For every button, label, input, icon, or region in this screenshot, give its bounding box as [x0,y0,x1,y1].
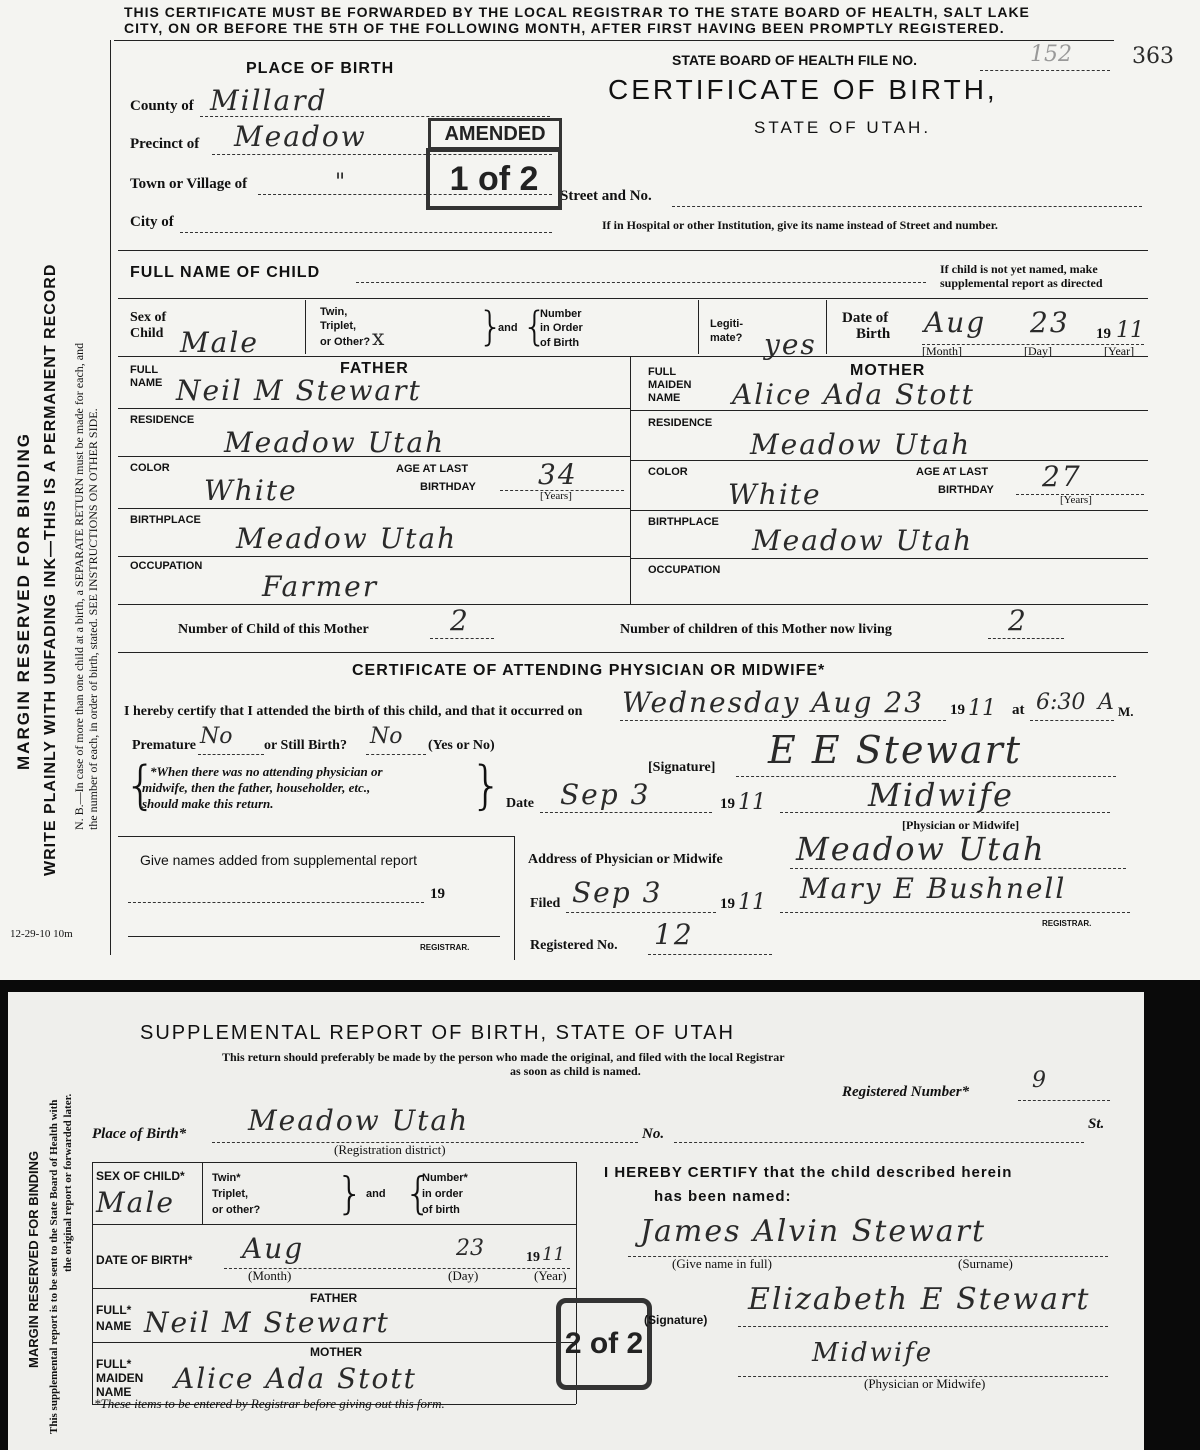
father-heading: FATHER [340,360,409,377]
supp-dob-year-prefix: 19 [526,1250,540,1265]
certify-text: I hereby certify that I attended the birth of this child, and that it occurred on [124,704,583,719]
supp-rule-father [92,1288,576,1289]
county-label: County of [130,98,194,114]
supp-mother-heading: MOTHER [310,1345,362,1359]
mother-color-label: COLOR [648,466,688,478]
address-line [790,868,1126,869]
supp-table-left [92,1162,93,1404]
supp-midwife-value: Midwife [812,1338,934,1368]
number-order-1: Number [540,308,582,320]
top-notice-line-2: CITY, ON OR BEFORE THE 5TH OF THE FOLLOWING MONTH, AFTER FIRST HAVING BEEN PROMPTLY REGISTERED. [124,20,1005,36]
filed-year-prefix: 19 [720,896,735,912]
number-order-3: of Birth [540,337,580,349]
filed-label: Filed [530,896,561,911]
supp-signature-value: Elizabeth E Stewart [748,1282,1091,1317]
premature-value: No [200,724,233,749]
premature-label: Premature [132,738,197,753]
margin-permanent-record-text: WRITE PLAINLY WITH UNFADING INK—THIS IS A PERMANENT RECORD [42,263,59,876]
physician-note-3: should make this return. [142,796,274,811]
supp-title: SUPPLEMENTAL REPORT OF BIRTH, STATE OF UTAH [140,1022,735,1044]
still-birth-line [366,754,426,755]
mother-name-label-3: NAME [648,392,681,404]
supp-sex-value: Male [96,1186,175,1219]
supp-registered-number-value: 9 [1032,1068,1046,1093]
supp-st-label: St. [1088,1116,1105,1132]
twin-value: x [372,326,385,351]
date-year-prefix: 19 [720,796,735,812]
address-label: Address of Physician or Midwife [528,852,723,867]
supp-names-line [128,902,424,903]
sex-divider [305,300,306,354]
note-brace-left: { [124,756,158,816]
supp-and-label: and [366,1188,386,1200]
signature-label: [Signature] [648,760,716,775]
children-of-mother-label: Number of Child of this Mother [178,622,369,637]
top-notice-line-1: THIS CERTIFICATE MUST BE FORWARDED BY THE LOCAL REGISTRAR TO THE STATE BOARD OF HEALTH, SALT LAKE [124,4,1030,20]
supp-number-3: of birth [422,1204,460,1216]
date-value: Sep 3 [560,778,651,811]
supp-surname-caption: (Surname) [958,1256,1013,1271]
occurred-year-suffix: 11 [968,696,996,721]
father-birthplace-value: Meadow Utah [236,522,458,555]
registrar-line-left [128,936,500,937]
supp-registered-number-line [1018,1100,1110,1101]
supp-street-line [674,1142,1084,1143]
still-birth-value: No [370,724,403,749]
month-caption: [Month] [922,344,962,358]
supp-father-heading: FATHER [310,1291,358,1305]
twin-label-1: Twin, [320,306,348,318]
supp-district-caption: (Registration district) [334,1142,446,1157]
father-name-label-2: NAME [130,377,163,389]
occurred-year-prefix: 19 [950,702,965,718]
father-residence-value: Meadow Utah [224,426,446,459]
town-label: Town or Village of [130,176,248,192]
full-name-note-1: If child is not yet named, make [940,262,1098,276]
supp-registered-number-label: Registered Number* [842,1084,970,1100]
supp-box-top [118,836,514,837]
mother-residence-value: Meadow Utah [750,428,972,461]
occurred-line [620,720,946,721]
father-rule-3 [118,508,630,509]
yes-no-caption: (Yes or No) [428,738,495,753]
supp-sex-divider [202,1162,203,1224]
physician-note-1: *When there was no attending physician or [150,764,383,779]
father-birthplace-label: BIRTHPLACE [130,514,201,526]
mother-birthplace-value: Meadow Utah [752,524,974,557]
file-no-value: 152 [1030,42,1072,67]
supp-footnote: *These items to be entered by Registrar before giving out this form. [94,1396,445,1411]
margin-note-line-2: the number of each, in order of birth, stated. SEE INSTRUCTIONS ON OTHER SIDE. [86,408,100,830]
father-rule-1 [118,408,630,409]
at-label: at [1012,702,1025,718]
father-residence-label: RESIDENCE [130,414,195,426]
time-value: 6:30 [1036,690,1086,715]
county-value: Millard [210,84,328,117]
supp-certify-line-2: has been named: [654,1188,792,1205]
supp-dob-label: DATE OF BIRTH* [96,1253,193,1267]
supp-signature-label: (Signature) [644,1313,708,1327]
legit-label-1: Legiti- [710,318,743,330]
father-years-caption: [Years] [540,490,572,502]
dob-label-2: Birth [856,326,891,342]
children-of-mother-value: 2 [450,604,470,637]
father-occupation-value: Farmer [262,570,379,603]
dob-divider [826,300,827,354]
father-occupation-label: OCCUPATION [130,560,203,572]
registered-no-line [648,954,772,955]
father-name-label-1: FULL [130,364,159,376]
mother-years-caption: [Years] [1060,494,1092,506]
supp-margin-note-1: This supplemental report is to be sent to the State Board of Health with [48,1099,60,1434]
supp-brace-left: } [336,1168,364,1219]
precinct-value: Meadow [234,120,367,153]
registrar-caption-right: REGISTRAR. [1042,919,1092,928]
section-rule-physician [118,652,1148,653]
supp-instruction-1: This return should preferably be made by the person who made the original, and filed with the local Registrar [222,1050,785,1064]
supplemental-year: 19 [430,886,445,902]
time-am-pm: A [1098,690,1114,715]
supp-twin-3: or other? [212,1204,261,1216]
date-label: Date [506,796,534,811]
supp-rule-dob [92,1224,576,1225]
stamp-2-of-2: 2 of 2 [556,1298,652,1390]
city-line [180,232,552,233]
children-living-line [988,638,1064,639]
supp-margin-note-2: the original report or forwarded later. [62,1093,74,1272]
supp-rule-mother [92,1342,576,1343]
sex-label-2: Child [130,326,164,341]
supp-twin-2: Triplet, [212,1188,249,1200]
date-year-suffix: 11 [738,790,766,815]
file-no-label: STATE BOARD OF HEALTH FILE NO. [672,52,917,68]
full-name-label: FULL NAME OF CHILD [130,264,321,281]
twin-label-3: or Other? [320,336,371,348]
father-rule-4 [118,556,630,557]
and-label: and [498,322,518,334]
form-code: 12-29-10 10m [10,928,73,940]
hospital-note: If in Hospital or other Institution, give its name instead of Street and number. [602,218,998,232]
margin-note-line-1: N. B.—In case of more than one child at a birth, a SEPARATE RETURN must be made for each, and [72,342,86,830]
supplemental-names-label: Give names added from supplemental report [140,852,418,868]
still-birth-label: or Still Birth? [264,738,347,753]
supp-dob-month: Aug [242,1232,305,1265]
section-rule-name [118,250,1148,251]
registrar-caption-left: REGISTRAR. [420,943,470,952]
stamp-1-of-2: 1 of 2 [426,148,562,210]
supp-give-name-caption: (Give name in full) [672,1256,772,1271]
mother-name-label-1: FULL [648,366,677,378]
street-line [672,206,1142,207]
supp-place-value: Meadow Utah [248,1104,470,1137]
registered-no-label: Registered No. [530,938,618,953]
registered-no-value: 12 [654,918,694,951]
father-age-label-2: BIRTHDAY [420,481,476,493]
mother-rule-4 [630,558,1148,559]
mother-occupation-label: OCCUPATION [648,564,721,576]
supp-margin-text: MARGIN RESERVED FOR BINDING [26,1150,41,1368]
dob-day: 23 [1030,306,1070,339]
mother-age-value: 27 [1042,460,1082,493]
margin-binding-text: MARGIN RESERVED FOR BINDING [14,432,33,770]
number-order-2: in Order [540,322,583,334]
supp-dob-year-suffix: 11 [542,1244,565,1265]
legit-divider [698,300,699,354]
children-living-label: Number of children of this Mother now living [620,622,892,637]
full-name-note-2: supplemental report as directed [940,276,1103,290]
day-caption: [Day] [1024,344,1052,358]
supp-table-top [92,1162,576,1163]
father-rule-2 [118,456,630,457]
file-no-line [980,70,1110,71]
signature-value: E E Stewart [768,728,1023,772]
street-label: Street and No. [560,188,652,204]
supp-certify-line-1: I HEREBY CERTIFY that the child described herein [604,1164,1013,1181]
supp-physician-caption: (Physician or Midwife) [864,1376,986,1391]
legit-label-2: mate? [710,332,743,344]
dob-year-prefix: 19 [1096,326,1111,342]
supp-month-caption: (Month) [248,1268,292,1283]
supp-mother-label-2: MAIDEN [96,1371,144,1385]
supp-instruction-2: as soon as child is named. [510,1064,641,1078]
address-value: Meadow Utah [796,830,1046,868]
children-of-mother-line [430,638,494,639]
registrar-signature: Mary E Bushnell [800,872,1067,905]
precinct-label: Precinct of [130,136,200,152]
supp-day-caption: (Day) [448,1268,479,1283]
father-color-value: White [204,474,298,507]
mother-name-value: Alice Ada Stott [732,378,975,411]
father-color-label: COLOR [130,462,170,474]
section-rule-parents-bottom [118,604,1148,605]
supplemental-report [8,992,1144,1450]
certificate-subtitle: STATE OF UTAH. [754,118,932,137]
occurred-value: Wednesday Aug 23 [622,686,925,719]
brace-right: { [522,304,548,350]
supp-father-value: Neil M Stewart [144,1306,390,1339]
filed-value: Sep 3 [572,876,663,909]
section-rule-parents [118,356,1148,357]
note-brace-right: } [470,756,504,816]
section-rule-sex [118,298,1148,299]
supp-father-label-1: FULL* [96,1303,132,1317]
children-living-value: 2 [1008,604,1028,637]
physician-caption: [Physician or Midwife] [902,818,1020,832]
full-name-line [356,282,926,283]
filed-year-suffix: 11 [738,890,766,915]
supp-dob-day: 23 [456,1236,484,1261]
mother-birthplace-label: BIRTHPLACE [648,516,719,528]
time-line [1030,720,1114,721]
mother-age-label-2: BIRTHDAY [938,484,994,496]
supp-signature-line [738,1326,1108,1327]
premature-line [198,754,264,755]
time-suffix: M. [1118,704,1134,719]
mother-name-label-2: MAIDEN [648,379,692,391]
supp-father-label-2: NAME [96,1319,132,1333]
mother-rule-1 [630,410,1148,411]
registrar-signature-line [780,912,1130,913]
sex-value: Male [180,326,259,359]
supp-mother-label-3: NAME [96,1385,132,1399]
supp-year-caption: (Year) [534,1268,567,1283]
physician-heading: CERTIFICATE OF ATTENDING PHYSICIAN OR MIDWIFE* [352,662,826,679]
mother-color-value: White [728,478,822,511]
dob-year-suffix: 11 [1116,318,1144,343]
supp-mother-label-1: FULL* [96,1357,132,1371]
year-caption: [Year] [1104,344,1135,358]
supp-brace-right: { [404,1168,432,1219]
physician-note-2: midwife, then the father, householder, etc., [142,780,371,795]
supp-number-1: Number* [422,1172,468,1184]
supp-child-name-value: James Alvin Stewart [640,1214,987,1249]
parents-divider [630,356,631,604]
father-name-value: Neil M Stewart [176,374,422,407]
midwife-value: Midwife [868,776,1014,814]
supp-sex-label: SEX OF CHILD* [96,1169,185,1183]
certificate-title: CERTIFICATE OF BIRTH, [608,74,998,105]
city-label: City of [130,214,174,230]
supp-no-label: No. [642,1126,665,1142]
brace-left: } [478,304,504,350]
place-of-birth-heading: PLACE OF BIRTH [246,60,395,77]
date-line [540,812,712,813]
supp-number-2: in order [422,1188,463,1200]
mother-age-label-1: AGE AT LAST [916,466,989,478]
legit-value: yes [764,328,817,361]
filed-line [566,912,716,913]
amended-stamp: AMENDED [428,118,562,150]
supp-mother-value: Alice Ada Stott [174,1362,417,1395]
twin-label-2: Triplet, [320,320,357,332]
dob-label-1: Date of [842,310,889,326]
supp-place-label: Place of Birth* [92,1126,187,1142]
supp-box-right [514,836,515,960]
mother-rule-3 [630,510,1148,511]
margin-rule [110,40,111,955]
corner-number: 363 [1132,44,1174,69]
sex-label-1: Sex of [130,310,167,325]
dob-month: Aug [924,306,987,339]
top-notice-rule [114,40,1114,41]
father-age-label-1: AGE AT LAST [396,463,469,475]
father-age-value: 34 [538,458,578,491]
town-value: " [335,170,346,195]
supp-twin-1: Twin* [212,1172,241,1184]
mother-residence-label: RESIDENCE [648,417,713,429]
mother-heading: MOTHER [850,362,926,379]
